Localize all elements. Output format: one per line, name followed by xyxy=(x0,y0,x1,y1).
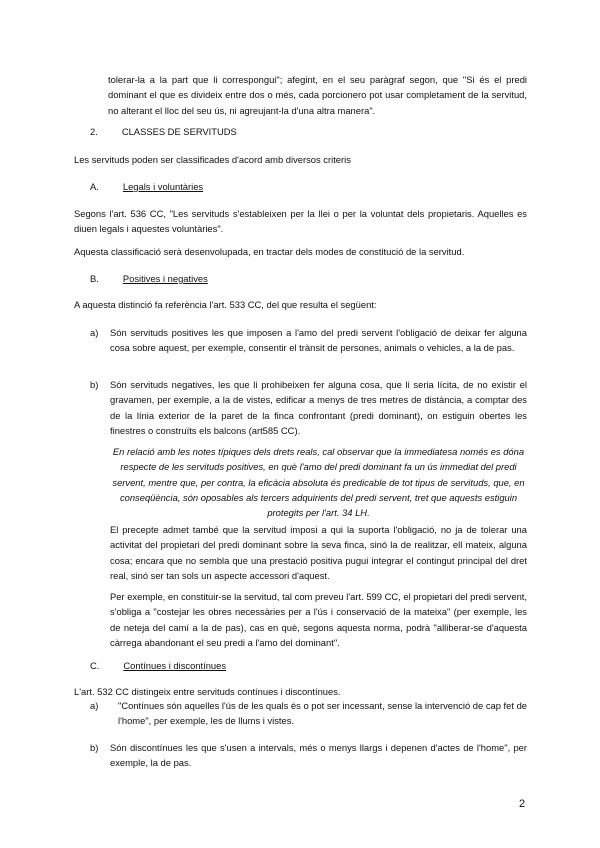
list-item-text: Són servituds positives les que imposen a l'amo del predi servent l'obligació de deixar fer alguna cosa sobre aquest, per exemple, consentir el trànsit de persones, animals o vehicles, a la de pas. xyxy=(110,327,527,354)
list-item-text: Són servituds negatives, les que li prohibeixen fer alguna cosa, que li seria lícita, de no existir el gravamen, per exemple, a la de vistes, edificar a menys de tres metres de distància, a comptar des de la línia exterior de la paret de la finca confrontant (predi dominant), on estiguin obertes les finestres o construïts els balcons (art585 CC). xyxy=(110,379,527,436)
subheading-b xyxy=(90,271,208,286)
section-heading xyxy=(90,124,237,139)
subheading-a-title: Legals i voluntàries xyxy=(122,181,204,192)
paragraph-c-1: L'art. 532 CC distingeix entre servituds contínues i discontínues. xyxy=(74,686,341,697)
paragraph-b-1: A aquesta distinció fa referència l'art. 533 CC, del que resulta el següent: xyxy=(74,299,377,310)
paragraph-a-1: Segons l'art. 536 CC, "Les servituds s'estableixen per la llei o per la voluntat dels propietaris. Aquelles es diuen legals i aquestes voluntàries". xyxy=(74,208,527,235)
list-item-label: b) xyxy=(90,742,99,753)
subheading-c-letter: C. xyxy=(90,660,100,671)
list-item-c-b xyxy=(90,740,527,771)
subheading-b-letter: B. xyxy=(90,273,99,284)
section-number: 2. xyxy=(90,126,98,137)
list-item-text: Són discontínues les que s'usen a intervals, més o menys llargs i depenen d'actes de l'home", per exemple, la de pas. xyxy=(110,742,527,769)
paragraph-a-2: Aquesta classificació serà desenvolupada, en tractar dels modes de constitució de la servitud. xyxy=(74,246,465,257)
list-item-text: "Contínues són aquelles l'ús de les quals és o pot ser incessant, sense la intervenció de cap fet de l'home", per exemple, les de llums i vistes. xyxy=(118,700,528,727)
paragraph-b-2: El precepte admet també que la servitud imposi a qui la suporta l'obligació, no ja de tolerar una activitat del propietari del predi dominant sobre la seva finca, sinó la de realitzar, ell mateix, alguna cosa; encara que no sembla que una prestació positiva pugui integrar el contingut principal del dret real, sinó ser tan sols un aspecte accessori d'aquest. xyxy=(110,524,527,581)
list-item-label: a) xyxy=(90,327,99,338)
page-number: 2 xyxy=(519,798,526,810)
subheading-a-letter: A. xyxy=(90,181,99,192)
list-item-b-b xyxy=(90,377,527,438)
subheading-c-title: Contínues i discontínues xyxy=(123,660,227,671)
continued-paragraph: tolerar-la a la part que li correspongui"; afegint, en el seu paràgraf segon, que "Si és el predi dominant el que es divideix entre dos o més, cada porcionero pot usar completament de la servitud, no alterant el lloc del seu ús, ni agreujant-la d'una altra manera". xyxy=(108,74,527,116)
subheading-c xyxy=(90,658,226,673)
subheading-a xyxy=(90,179,203,194)
list-item-label: b) xyxy=(90,379,99,390)
paragraph-b-3: Per exemple, en constituir-se la servitud, tal com preveu l'art. 599 CC, el propietari del predi servent, s'obliga a "costejar les obres necessàries per a l'ús i conservació de la mateixa" (per exemple, les de neteja del camí a la de pas), cas en què, segons aquesta norma, podrà "alliberar-se d'aquesta càrrega abandonant el seu predi a l'amo del dominant". xyxy=(110,591,527,648)
subheading-b-title: Positives i negatives xyxy=(122,273,208,284)
italic-note: En relació amb les notes típiques dels drets reals, cal observar que la immediatesa només es dóna respecte de les servituds positives, en què l'amo del predi dominant fa un ús immediat del predi servent, mentre que, per contra, la eficàcia absoluta és predicable de tot tipus de servituds, que, en conseqüència, són oposables als tercers adquirients del predi servent, tret que aquests estiguin protegits per l'art. 34 LH. xyxy=(112,446,525,519)
list-item-b-a xyxy=(90,325,527,356)
list-item-label: a) xyxy=(90,700,99,711)
section-title: CLASSES DE SERVITUDS xyxy=(121,126,237,137)
list-item-c-a xyxy=(90,698,527,729)
intro-paragraph: Les servituds poden ser classificades d'acord amb diversos criteris xyxy=(74,154,351,165)
